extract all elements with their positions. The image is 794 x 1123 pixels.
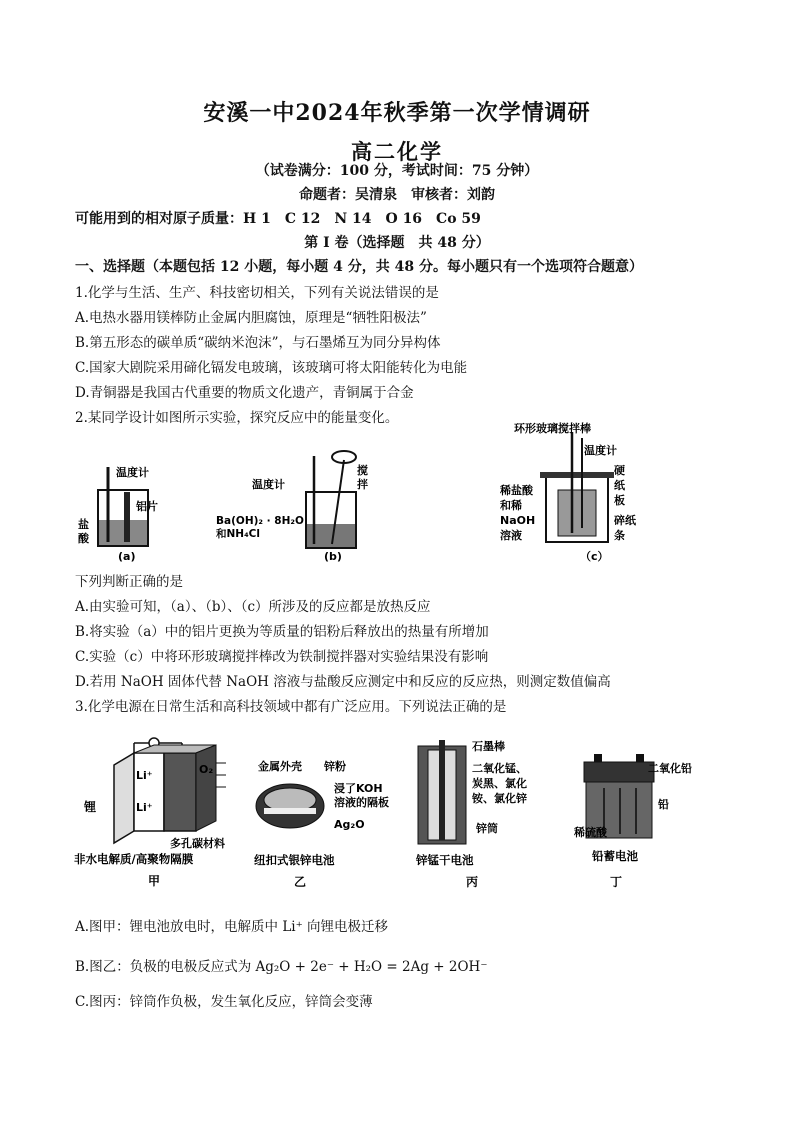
q1-option-a: A.电热水器用镁棒防止金属内胆腐蚀，原理是“牺牲阳极法” [75, 310, 427, 326]
q3-option-a: A.图甲：锂电池放电时，电解质中 Li⁺ 向锂电极迁移 [75, 919, 389, 935]
fig-c-stirrer-label: 环形玻璃搅拌棒 [514, 422, 591, 435]
bing-zinc-can-label: 锌筒 [476, 822, 498, 835]
fig-b-stir-label-1: 搅 [357, 464, 368, 477]
q3-figure-ding [574, 748, 694, 890]
fig-b-stir-label-2: 拌 [357, 478, 368, 491]
q2-judge: 下列判断正确的是 [75, 574, 183, 590]
jia-li-ion-label-2: Li⁺ [136, 801, 153, 814]
bing-battery-name: 锌锰干电池 [416, 853, 474, 867]
bing-caption: 丙 [466, 875, 479, 889]
jia-caption: 甲 [148, 874, 161, 888]
bing-graphite-label: 石墨棒 [472, 740, 505, 753]
q2-option-d: D.若用 NaOH 固体代替 NaOH 溶液与盐酸反应测定中和反应的反应热，则测定数值偏高 [75, 674, 611, 690]
fig-c-caption: （c） [580, 550, 609, 563]
fig-c-solution-label-2: 和稀 [500, 499, 522, 512]
bing-contents-label-1: 二氧化锰、 [472, 762, 527, 775]
fig-c-solution-label-3: NaOH [500, 514, 536, 527]
fig-a-caption: (a) [118, 550, 136, 562]
q1-option-b: B.第五形态的碳单质“碳纳米泡沫”，与石墨烯互为同分异构体 [75, 335, 441, 351]
q3-figure-yi [250, 756, 410, 890]
fig-a-thermometer-label: 温度计 [116, 466, 149, 479]
jia-carbon-label: 多孔碳材料 [170, 837, 225, 850]
q3-option-c: C.图丙：锌筒作负极，发生氧化反应，锌筒会变薄 [75, 994, 373, 1010]
al-strip-icon [124, 492, 130, 542]
section1-heading: 一、选择题（本题包括 12 小题，每小题 4 分，共 48 分。每小题只有一个选项符合题意） [75, 259, 643, 275]
q3-stem: 3.化学电源在日常生活和高科技领域中都有广泛应用。下列说法正确的是 [75, 699, 507, 715]
fig-c-thermometer-label: 温度计 [584, 444, 617, 457]
q2-figure-a [76, 462, 166, 562]
fig-c-scraps-label-1: 碎纸 [614, 514, 636, 527]
exam-title: 安溪一中2024年秋季第一次学情调研 [203, 100, 591, 126]
fig-c-board-label-3: 板 [614, 494, 625, 507]
q2-option-a: A.由实验可知，（a）、（b）、（c）所涉及的反应都是放热反应 [75, 599, 431, 615]
q1-option-c: C.国家大剧院采用碲化镉发电玻璃，该玻璃可将太阳能转化为电能 [75, 360, 468, 376]
q2-option-b: B.将实验（a）中的铝片更换为等质量的铝粉后释放出的热量有所增加 [75, 624, 489, 640]
jia-o2-label: O₂ [199, 763, 214, 776]
exam-subject: 高二化学 [351, 139, 443, 164]
bing-contents-label-3: 铵、氯化锌 [472, 792, 527, 805]
fig-b-caption: (b) [324, 550, 342, 563]
fig-c-solution-label-4: 溶液 [500, 529, 522, 542]
fig-a-acid-label-2: 酸 [78, 532, 89, 545]
yi-shell-label: 金属外壳 [258, 760, 302, 773]
exam-info: （试卷满分：100 分，考试时间：75 分钟） [255, 163, 539, 179]
yi-battery-name: 纽扣式银锌电池 [254, 853, 335, 867]
atomic-masses: 可能用到的相对原子质量：H 1 C 12 N 14 O 16 Co 59 [75, 211, 481, 227]
ding-pbo2-label: 二氧化铅 [648, 762, 692, 775]
yi-separator-label-1: 浸了KOH [334, 782, 383, 795]
fig-c-board-label-2: 纸 [614, 479, 625, 492]
jia-li-ion-label-1: Li⁺ [136, 769, 153, 782]
fig-c-solution-label-1: 稀盐酸 [500, 484, 533, 497]
yi-caption: 乙 [294, 875, 307, 889]
fig-a-al-label: 铝片 [136, 500, 158, 513]
yi-ag2o-label: Ag₂O [334, 818, 365, 831]
bing-contents-label-2: 炭黑、氯化 [472, 777, 527, 790]
ding-acid-label: 稀硫酸 [574, 826, 607, 839]
q1-stem: 1.化学与生活、生产、科技密切相关，下列有关说法错误的是 [75, 285, 439, 301]
q2-figure-b [214, 444, 374, 564]
ding-caption: 丁 [610, 875, 623, 889]
fig-b-reagent-label-1: Ba(OH)₂ · 8H₂O [216, 515, 304, 527]
jia-battery-name: 非水电解质/高聚物隔膜 [74, 852, 194, 866]
fig-b-reagent-label-2: 和NH₄Cl [216, 528, 260, 540]
ding-pb-label: 铅 [658, 798, 669, 811]
q3-figure-bing [410, 736, 560, 890]
fig-a-acid-label-1: 盐 [78, 518, 89, 531]
q2-stem: 2.某同学设计如图所示实验，探究反应中的能量变化。 [75, 410, 399, 426]
q2-option-c: C.实验（c）中将环形玻璃搅拌棒改为铁制搅拌器对实验结果没有影响 [75, 649, 489, 665]
fig-c-board-label-1: 硬 [614, 464, 625, 477]
ding-battery-name: 铅蓄电池 [592, 849, 638, 863]
exam-authors: 命题者：吴清泉 审核者：刘韵 [299, 187, 495, 203]
yi-separator-label-2: 溶液的隔板 [334, 796, 389, 809]
q1-option-d: D.青铜器是我国古代重要的物质文化遗产，青铜属于合金 [75, 385, 414, 401]
fig-c-scraps-label-2: 条 [614, 529, 625, 542]
q2-figure-c [500, 418, 670, 568]
part-heading: 第 I 卷（选择题 共 48 分） [304, 235, 490, 251]
q3-figure-jia [74, 735, 254, 890]
jia-li-electrode-label: 锂 [84, 800, 97, 814]
q3-option-b: B.图乙：负极的电极反应式为 Ag₂O + 2e⁻ + H₂O = 2Ag + 2OH⁻ [75, 959, 488, 975]
fig-b-thermometer-label: 温度计 [252, 478, 285, 491]
yi-zinc-label: 锌粉 [324, 760, 346, 773]
